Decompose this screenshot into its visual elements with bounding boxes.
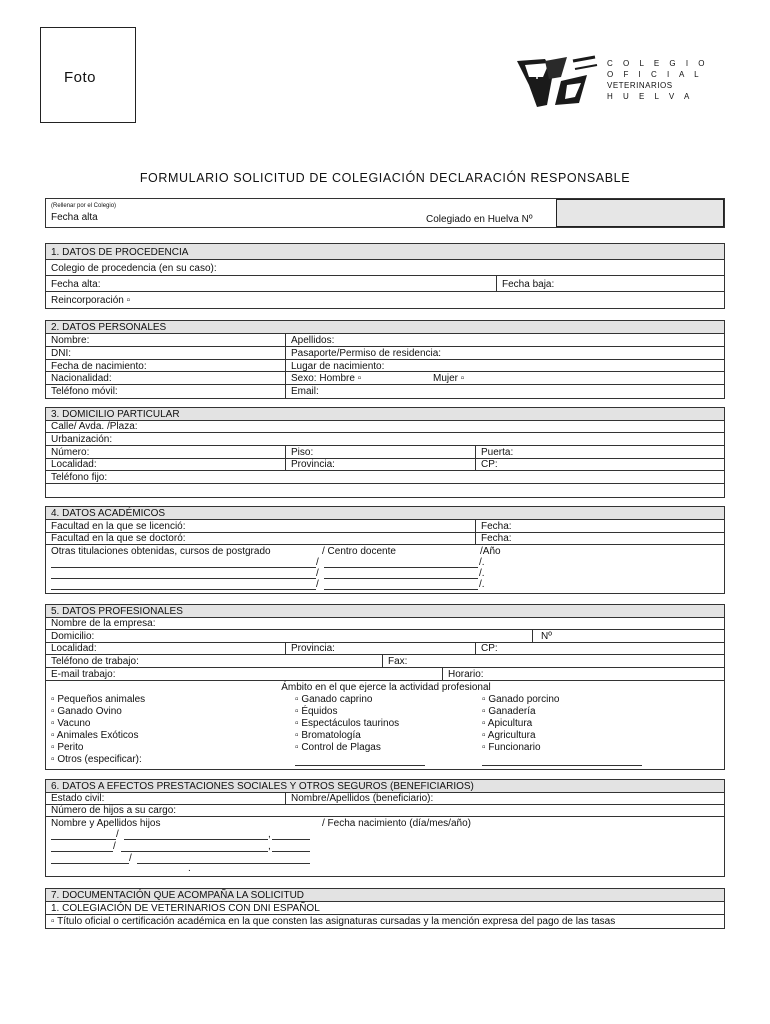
movil-row — [46, 385, 724, 398]
underline — [295, 765, 425, 766]
section-title: 5. DATOS PROFESIONALES — [51, 606, 183, 617]
apellidos-field[interactable]: Apellidos: — [285, 334, 724, 346]
domicilio-row — [46, 630, 724, 643]
section-beneficiarios — [45, 779, 725, 877]
photo-label: Foto — [64, 69, 97, 86]
section-header — [46, 507, 724, 520]
logo-line: VETERINARIOS — [607, 81, 673, 90]
nacimiento-row — [46, 360, 724, 372]
numero-field[interactable]: Nº — [532, 630, 724, 642]
underline — [124, 839, 268, 840]
checkbox-option[interactable]: ▫ Ganado porcino — [482, 694, 560, 705]
doc-item-row — [46, 915, 724, 928]
lugar-nacimiento-field[interactable]: Lugar de nacimiento: — [285, 360, 724, 371]
section-academicos — [45, 506, 725, 594]
section-header — [46, 244, 724, 260]
checkbox-option[interactable]: ▫ Perito — [51, 742, 84, 753]
empresa-field[interactable] — [46, 618, 724, 630]
dot: . — [188, 863, 191, 874]
section-title: 1. DATOS DE PROCEDENCIA — [51, 247, 189, 258]
urbanizacion-field[interactable] — [46, 433, 724, 446]
slash: / — [116, 829, 119, 840]
slash: / — [316, 557, 319, 568]
fecha-doctoro-field[interactable]: Fecha: — [475, 533, 724, 544]
checkbox-option[interactable]: ▫ Équidos — [295, 706, 338, 717]
calle-field[interactable] — [46, 421, 724, 433]
email-field[interactable]: Email: — [285, 385, 724, 398]
hijos-block[interactable] — [46, 817, 724, 876]
localidad-field[interactable]: Localidad: — [51, 643, 97, 654]
underline — [121, 851, 268, 852]
nombre-hijos-label: Nombre y Apellidos hijos — [51, 818, 161, 829]
field-label: Urbanización: — [51, 434, 113, 445]
section-personales — [45, 320, 725, 399]
numero-field[interactable]: Número: — [51, 447, 90, 458]
centro-docente-label: / Centro docente — [322, 546, 396, 557]
doctoro-row — [46, 533, 724, 545]
underline — [482, 765, 642, 766]
nacionalidad-row — [46, 372, 724, 385]
facultad-licencio-field[interactable]: Facultad en la que se licenció: — [51, 521, 186, 532]
checkbox-option[interactable]: ▫ Bromatología — [295, 730, 361, 741]
slash: / — [129, 853, 132, 864]
provincia-field[interactable]: Provincia: — [285, 459, 475, 470]
comma: , — [268, 829, 271, 840]
piso-field[interactable]: Piso: — [285, 446, 475, 458]
telefono-trabajo-field[interactable]: Teléfono de trabajo: — [51, 656, 139, 667]
checkbox-option[interactable]: ▫ Ganadería — [482, 706, 536, 717]
checkbox-option[interactable]: ▫ Animales Exóticos — [51, 730, 139, 741]
empty-row[interactable] — [46, 484, 724, 497]
section-profesionales — [45, 604, 725, 770]
alta-fecha-label: Fecha alta — [51, 212, 98, 223]
nombre-field[interactable]: Nombre: — [51, 335, 90, 346]
colegiado-number-field[interactable] — [556, 199, 724, 227]
underline — [51, 863, 129, 864]
logo-line: C O L E G I O — [607, 59, 709, 68]
telefono-row — [46, 655, 724, 668]
fax-field[interactable]: Fax: — [382, 655, 724, 667]
checkbox-option[interactable]: ▫ Control de Plagas — [295, 742, 381, 753]
section-title: 4. DATOS ACADÉMICOS — [51, 508, 166, 519]
reincorporacion-row — [46, 292, 724, 308]
form-title: FORMULARIO SOLICITUD DE COLEGIACIÓN DECLARACIÓN RESPONSABLE — [139, 171, 631, 185]
section-header — [46, 889, 724, 902]
dni-field[interactable]: DNI: — [51, 348, 71, 359]
checkbox-option[interactable]: ▫ Ganado caprino — [295, 694, 373, 705]
section-domicilio — [45, 407, 725, 498]
underline — [272, 839, 310, 840]
telefono-fijo-field[interactable] — [46, 471, 724, 484]
underline — [51, 851, 113, 852]
otras-titulaciones-label: Otras titulaciones obtenidas, cursos de postgrado — [51, 546, 271, 557]
checkbox-option[interactable]: ▫ Espectáculos taurinos — [295, 718, 400, 729]
sexo-hombre-checkbox[interactable]: Sexo: Hombre ▫ — [285, 372, 425, 384]
section-title: 3. DOMICILIO PARTICULAR — [51, 409, 180, 420]
comma: , — [268, 841, 271, 852]
checkbox-option[interactable]: ▫ Vacuno — [51, 718, 91, 729]
cp-field[interactable]: CP: — [475, 459, 724, 470]
slash: / — [113, 841, 116, 852]
movil-field[interactable]: Teléfono móvil: — [51, 386, 118, 397]
fecha-baja-field[interactable]: Fecha baja: — [496, 276, 724, 291]
nacionalidad-field[interactable]: Nacionalidad: — [51, 373, 112, 384]
titulo-oficial-checkbox[interactable]: ▫ Título oficial o certificación académica en la que consten las asignaturas cursadas y la mención expresa del pago de las tasas — [51, 916, 616, 927]
section-title: 2. DATOS PERSONALES — [51, 322, 167, 333]
localidad-row — [46, 643, 724, 655]
ambito-block — [46, 681, 724, 769]
field-label: Calle/ Avda. /Plaza: — [51, 421, 138, 432]
ambito-label: Ámbito en el que ejerce la actividad profesional — [281, 682, 491, 693]
doc-item-row — [46, 902, 724, 915]
domicilio-field[interactable]: Domicilio: — [51, 631, 95, 642]
field-label: Número de hijos a su cargo: — [51, 805, 177, 816]
alta-note: (Rellenar por el Colegio) — [51, 203, 117, 209]
checkbox-option[interactable]: ▫ Ganado Ovino — [51, 706, 122, 717]
slash: / — [316, 568, 319, 579]
section-procedencia — [45, 243, 725, 309]
checkbox-option[interactable]: ▫ Otros (especificar): — [51, 754, 142, 765]
section-title: 7. DOCUMENTACIÓN QUE ACOMPAÑA LA SOLICITUD — [51, 890, 305, 901]
slash: / — [316, 579, 319, 590]
colegio-procedencia-field[interactable] — [46, 260, 724, 276]
otras-titulaciones-block[interactable] — [46, 545, 724, 593]
slash-dot: /. — [479, 579, 485, 590]
underline — [324, 567, 478, 568]
photo-box — [40, 27, 136, 123]
section-header — [46, 408, 724, 421]
field-label: Nombre de la empresa: — [51, 618, 156, 629]
section-header — [46, 780, 724, 793]
fecha-nacimiento-field[interactable]: Fecha de nacimiento: — [51, 361, 147, 371]
fecha-row — [46, 276, 724, 292]
section-header — [46, 321, 724, 334]
sexo-mujer-checkbox[interactable]: Mujer ▫ — [433, 373, 465, 384]
facultad-doctoro-field[interactable]: Facultad en la que se doctoró: — [51, 533, 186, 544]
dni-row — [46, 347, 724, 360]
cp-field[interactable]: CP: — [475, 643, 724, 654]
underline — [51, 839, 116, 840]
slash-dot: /. — [479, 568, 485, 579]
fecha-nacimiento-label: / Fecha nacimiento (día/mes/año) — [322, 818, 471, 829]
localidad-row — [46, 459, 724, 471]
email-row — [46, 668, 724, 681]
section-title: 6. DATOS A EFECTOS PRESTACIONES SOCIALES Y OTROS SEGUROS (BENEFICIARIOS) — [51, 781, 474, 792]
horario-field[interactable]: Horario: — [442, 668, 724, 680]
email-trabajo-field[interactable]: E-mail trabajo: — [51, 669, 116, 680]
provincia-field[interactable]: Provincia: — [285, 643, 475, 654]
fecha-alta-field[interactable]: Fecha alta: — [51, 279, 101, 290]
checkbox-option[interactable]: ▫ Funcionario — [482, 742, 541, 753]
reincorporacion-checkbox[interactable]: Reincorporación ▫ — [51, 295, 131, 306]
underline — [51, 567, 316, 568]
underline — [324, 578, 478, 579]
estado-civil-field[interactable]: Estado civil: — [51, 793, 105, 804]
college-logo-text — [607, 58, 709, 102]
pasaporte-field[interactable]: Pasaporte/Permiso de residencia: — [285, 347, 724, 359]
licencio-row — [46, 520, 724, 533]
hijos-field[interactable] — [46, 805, 724, 817]
checkbox-option[interactable]: ▫ Apicultura — [482, 718, 533, 729]
underline — [137, 863, 310, 864]
logo-line: O F I C I A L — [607, 70, 703, 79]
nombre-row — [46, 334, 724, 347]
beneficiario-field[interactable]: Nombre/Apellidos (beneficiario): — [285, 793, 724, 804]
checkbox-option[interactable]: ▫ Pequeños animales — [51, 694, 146, 705]
estado-civil-row — [46, 793, 724, 805]
alta-box — [45, 198, 725, 228]
numero-row — [46, 446, 724, 459]
underline — [51, 578, 316, 579]
field-label: Teléfono fijo: — [51, 472, 108, 483]
puerta-field[interactable]: Puerta: — [475, 446, 724, 458]
underline — [51, 589, 316, 590]
anio-label: /Año — [480, 546, 501, 557]
section-documentacion — [45, 888, 725, 929]
colegiado-label: Colegiado en Huelva Nº — [426, 214, 533, 225]
logo-line: H U E L V A — [607, 92, 694, 101]
underline — [272, 851, 310, 852]
section-header — [46, 605, 724, 618]
field-label: Colegio de procedencia (en su caso): — [51, 263, 217, 274]
localidad-field[interactable]: Localidad: — [51, 459, 97, 470]
fecha-licencio-field[interactable]: Fecha: — [475, 520, 724, 532]
underline — [324, 589, 478, 590]
slash-dot: /. — [479, 557, 485, 568]
doc-item-label: 1. COLEGIACIÓN DE VETERINARIOS CON DNI ESPAÑOL — [51, 903, 320, 914]
checkbox-option[interactable]: ▫ Agricultura — [482, 730, 536, 741]
